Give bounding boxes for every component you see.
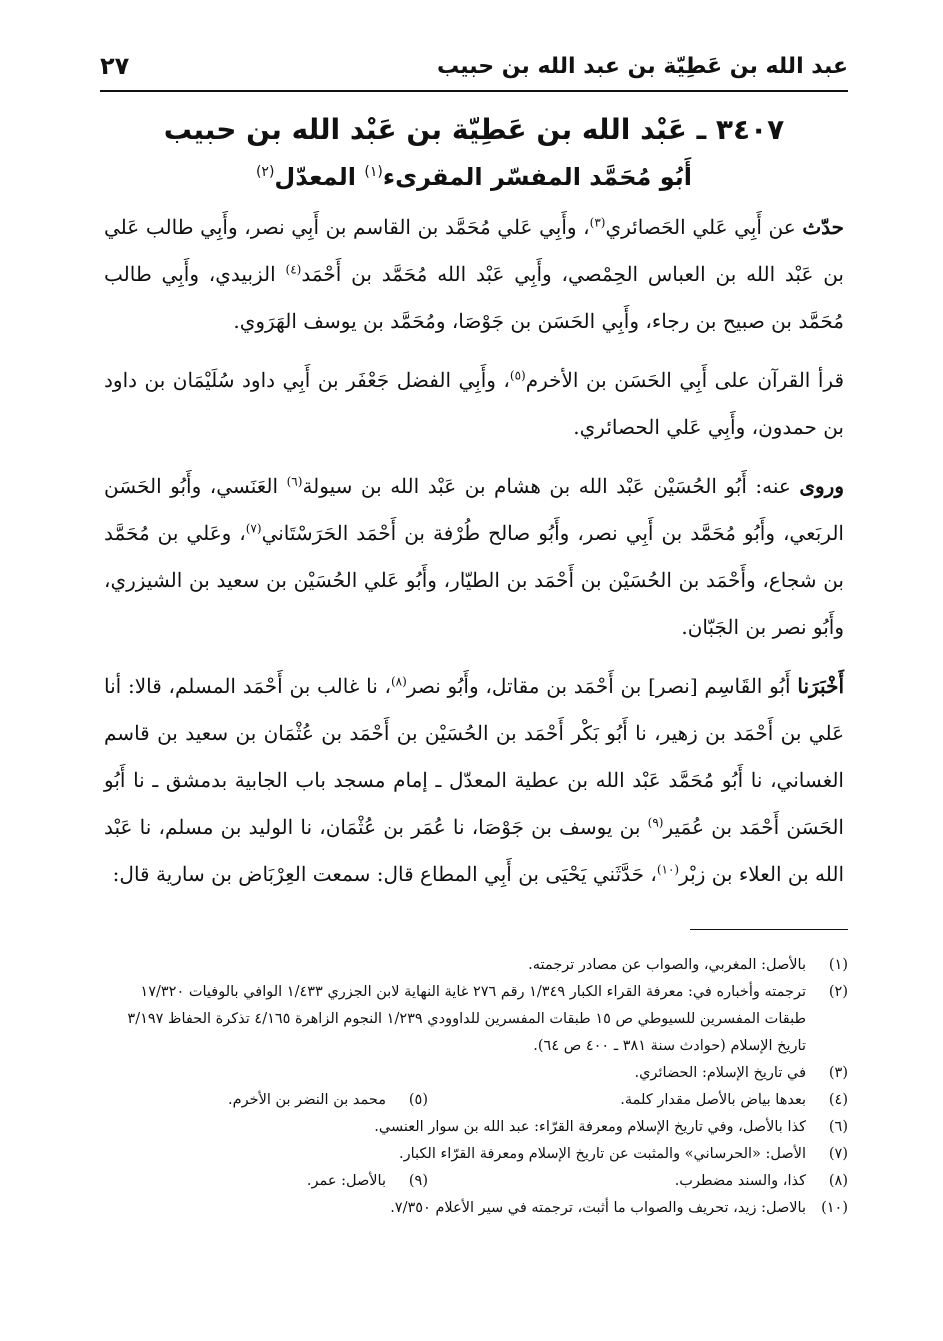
footnote-number: (١) — [828, 957, 848, 973]
paragraph-narrated-from — [104, 204, 844, 345]
footnote-text: في تاريخ الإسلام: الحضائري. — [634, 1065, 806, 1081]
footnote-ref[interactable]: (٣) — [589, 215, 606, 230]
footnote-item — [104, 1141, 848, 1168]
paragraph-text: ، حَدَّثَني يَحْيَى بن أَبِي المطاع قال: سمعت العِرْبَاض بن سارية قال: — [112, 862, 657, 886]
paragraph-text: أَبُو القَاسِم [نصر] بن أَحْمَد بن مقاتل، وأَبُو نصر — [406, 674, 798, 698]
footnote-item — [428, 1087, 848, 1114]
footnote-text: الأصل: «الحرساني» والمثبت عن تاريخ الإسلام ومعرفة القرّاء الكبار. — [399, 1146, 806, 1162]
main-text — [104, 204, 844, 910]
footnote-text: بالأصل: المغربي، والصواب عن مصادر ترجمته. — [528, 957, 806, 973]
entry-epithet: المعدّل — [274, 163, 356, 191]
footnotes — [104, 952, 848, 1222]
footnote-number: (٧) — [828, 1146, 848, 1162]
footnote-item — [104, 952, 848, 979]
paragraph-text: ، وأَبِي عَلي مُحَمَّد بن القاسم بن أَبِي نصر، وأَبِي طالب عَلي بن عَبْد الله بن العباس الحِمْصي، وأَبِي عَبْد الله مُحَمَّد بن أَحْمَد — [104, 215, 844, 286]
footnote-ref[interactable]: (٢) — [255, 164, 275, 180]
running-header — [100, 50, 848, 92]
paragraph-text: ، وعَلي بن مُحَمَّد بن شجاع، وأَحْمَد بن الحُسَيْن بن أَحْمَد بن الطيّار، وأَبُو عَلي الحُسَيْن بن سعيد بن الشيزري، وأَبُو نصر بن الجَبّان. — [104, 521, 844, 639]
paragraph-text: العَنَسي، وأَبُو الحَسَن الربَعي، وأَبُو مُحَمَّد بن أَبِي نصر، وأَبُو صالح طُرْفة بن أَحْمَد الحَرَسْتَاني — [104, 474, 844, 545]
footnote-separator — [690, 929, 848, 930]
footnote-number: (١٠) — [821, 1200, 848, 1216]
entry-heading — [100, 108, 848, 197]
footnote-number: (٩) — [408, 1173, 428, 1189]
footnote-number: (٦) — [828, 1119, 848, 1135]
footnote-text: كذا بالأصل، وفي تاريخ الإسلام ومعرفة القرّاء: عبد الله بن سوار العنسي. — [374, 1119, 806, 1135]
paragraph-text: عنه: أَبُو الحُسَيْن عَبْد الله بن هشام بن عَبْد الله بن سيولة — [302, 474, 800, 498]
footnote-item — [228, 1087, 428, 1114]
footnote-item — [104, 979, 848, 1060]
paragraph-lead: أَخْبَرَنا — [797, 674, 844, 698]
footnote-number: (٤) — [828, 1092, 848, 1108]
footnote-ref[interactable]: (١٠) — [656, 862, 680, 877]
footnote-text: بالاصل: زيد، تحريف والصواب ما أثبت، ترجمته في سير الأعلام ٧/٣٥٠. — [390, 1200, 806, 1216]
paragraph-text: عن أَبِي عَلي الحَصائري — [605, 215, 803, 239]
footnote-number: (٢) — [828, 984, 848, 1000]
footnote-ref[interactable]: (٨) — [390, 674, 407, 689]
footnote-ref[interactable]: (١) — [364, 164, 383, 180]
page-number: ٢٧ — [100, 52, 130, 80]
footnote-number: (٣) — [828, 1065, 848, 1081]
footnote-text: ترجمته وأخباره في: معرفة القراء الكبار ١/٣٤٩ رقم ٢٧٦ غاية النهاية لابن الجزري ١/٤٣٣ الوافي بالوفيات ١٧/٣٢٠ طبقات المفسرين للسيوطي ص ١٥ طبقات المفسرين للداوودي ١/٢٣٩ النجوم الزاهرة ٤/١٦٥ تذكرة الحفاظ ٣/١٩٧ تاريخ الإسلام (حوادث سنة ٣٨١ ـ ٤٠٠ ص ٦٤). — [127, 984, 806, 1054]
paragraph-text: بن يوسف بن جَوْصَا، نا عُمَر بن عُثْمَان، نا الوليد بن مسلم، نا عَبْد الله بن العلاء بن زبْر — [104, 815, 844, 886]
paragraph-read-quran — [104, 357, 844, 451]
footnote-item — [104, 1114, 848, 1141]
footnote-ref[interactable]: (٤) — [285, 262, 302, 277]
footnote-text: بالأصل: عمر. — [306, 1173, 386, 1189]
entry-heading-line2 — [100, 152, 848, 197]
footnote-item — [104, 1060, 848, 1087]
footnote-ref[interactable]: (٧) — [245, 521, 262, 536]
footnote-item — [307, 1168, 428, 1195]
paragraph-lead: حدّث — [802, 215, 845, 239]
footnote-text: بعدها بياض بالأصل مقدار كلمة. — [620, 1092, 806, 1108]
footnote-item — [428, 1168, 848, 1195]
footnote-text: كذا، والسند مضطرب. — [674, 1173, 806, 1189]
footnote-ref[interactable]: (٥) — [509, 368, 526, 383]
paragraph-text: ، نا غالب بن أَحْمَد المسلم، قالا: أنا عَلي بن أَحْمَد بن زهير، نا أَبُو بَكْر أَحْمَد بن الحُسَيْن بن أَحْمَد بن عُثْمَان بن سعيد بن قاسم الغساني، نا أَبُو مُحَمَّد عَبْد الله بن عطية المعدّل ـ إمام مسجد باب الجابية بدمشق ـ نا أَبُو الحَسَن أَحْمَد بن عُمَير — [104, 674, 844, 839]
paragraph-isnad — [104, 663, 844, 898]
running-title: عبد الله بن عَطِيّة بن عبد الله بن حبيب — [436, 54, 848, 79]
paragraph-lead: وروى — [799, 474, 844, 498]
footnote-pair — [104, 1168, 848, 1195]
footnote-item — [104, 1195, 848, 1222]
footnote-pair — [104, 1087, 848, 1114]
entry-kunya: أَبُو مُحَمَّد المفسّر المقرىء — [382, 163, 693, 191]
paragraph-narrated-by — [104, 463, 844, 651]
footnote-ref[interactable]: (٦) — [286, 474, 303, 489]
footnote-ref[interactable]: (٩) — [647, 815, 664, 830]
footnote-text: محمد بن النضر بن الأخرم. — [228, 1092, 386, 1108]
footnote-number: (٨) — [828, 1173, 848, 1189]
paragraph-text: قرأ القرآن على أَبِي الحَسَن بن الأخرم — [525, 368, 845, 392]
entry-heading-line1: ٣٤٠٧ ـ عَبْد الله بن عَطِيّة بن عَبْد الله بن حبيب — [163, 113, 785, 146]
paragraph-text: الزبيدي، وأَبِي طالب مُحَمَّد بن صبيح بن رجاء، وأَبِي الحَسَن بن جَوْصَا، ومُحَمَّد بن يوسف الهَرَوي. — [104, 262, 844, 333]
paragraph-text: ، وأَبِي الفضل جَعْفَر بن أَبِي داود سُلَيْمَان بن داود بن حمدون، وأَبِي عَلي الحصائري. — [104, 368, 844, 439]
footnote-number: (٥) — [408, 1092, 428, 1108]
